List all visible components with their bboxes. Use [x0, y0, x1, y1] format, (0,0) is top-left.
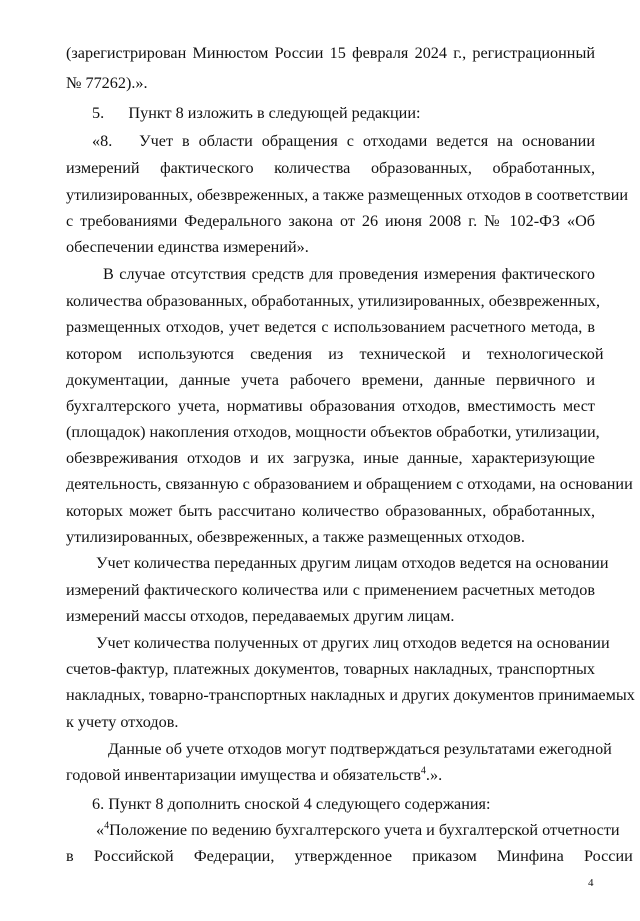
text-line: документации, данные учета рабочего времени, данные первичного и: [66, 371, 595, 389]
text-fragment: «: [96, 821, 105, 839]
text-line: (площадок) накопления отходов, мощности объектов обработки, утилизации,: [66, 423, 600, 441]
text-line: бухгалтерского учета, нормативы образования отходов, вместимость мест: [66, 397, 595, 415]
text-line: Учет количества переданных другим лицам отходов ведется на основании: [96, 554, 609, 572]
text-line: деятельность, связанную с образованием и обращением с отходами, на основании: [66, 475, 633, 493]
text-line: накладных, товарно-транспортных накладных и других документов принимаемых: [66, 686, 635, 704]
text-fragment: .».: [425, 766, 443, 784]
footnote-marker: 4: [104, 820, 110, 832]
text-line: измерений фактического количества образованных, обработанных,: [66, 159, 595, 177]
text-line: измерений фактического количества или с применением расчетных методов: [66, 581, 595, 599]
text-line: утилизированных, обезвреженных, а также размещенных отходов.: [66, 528, 525, 546]
text-line: № 77262).».: [66, 74, 148, 92]
text-line: размещенных отходов, учет ведется с использованием расчетного метода, в: [66, 318, 595, 336]
text-line: котором используются сведения из технической и технологической: [66, 345, 604, 363]
text-line: в Российской Федерации, утвержденное приказом Минфина России: [66, 847, 633, 865]
text-line: «8. Учет в области обращения с отходами ведется на основании: [92, 132, 595, 150]
text-line: счетов-фактур, платежных документов, товарных накладных, транспортных: [66, 660, 595, 678]
text-line: обезвреживания отходов и их загрузка, иные данные, характеризующие: [66, 449, 595, 467]
page-number: 4: [588, 877, 594, 889]
text-fragment: Положение по ведению бухгалтерского учета и бухгалтерской отчетности: [109, 821, 620, 839]
text-line: к учету отходов.: [66, 713, 179, 731]
text-line: [66, 765, 595, 785]
text-line: измерений массы отходов, передаваемых другим лицам.: [66, 607, 455, 625]
text-line: 5. Пункт 8 изложить в следующей редакции:: [92, 104, 421, 122]
text-line: утилизированных, обезвреженных, а также размещенных отходов в соответствии: [66, 186, 629, 204]
text-line: которых может быть рассчитано количество образованных, обработанных,: [66, 502, 595, 520]
text-line: 6. Пункт 8 дополнить сноской 4 следующего содержания:: [92, 795, 491, 813]
text-line: обеспечении единства измерений».: [66, 238, 309, 256]
text-line: Учет количества полученных от других лиц отходов ведется на основании: [96, 634, 610, 652]
text-line: В случае отсутствия средств для проведения измерения фактического: [103, 265, 595, 283]
text-line: количества образованных, обработанных, утилизированных, обезвреженных,: [66, 292, 601, 310]
text-line: с требованиями Федерального закона от 26 июня 2008 г. № 102-ФЗ «Об: [66, 212, 595, 230]
text-line: [96, 820, 620, 840]
text-fragment: годовой инвентаризации имущества и обязательств: [66, 766, 421, 784]
text-line: (зарегистрирован Минюстом России 15 февраля 2024 г., регистрационный: [66, 44, 595, 62]
text-line: Данные об учете отходов могут подтверждаться результатами ежегодной: [108, 740, 612, 758]
footnote-marker: 4: [420, 765, 426, 777]
